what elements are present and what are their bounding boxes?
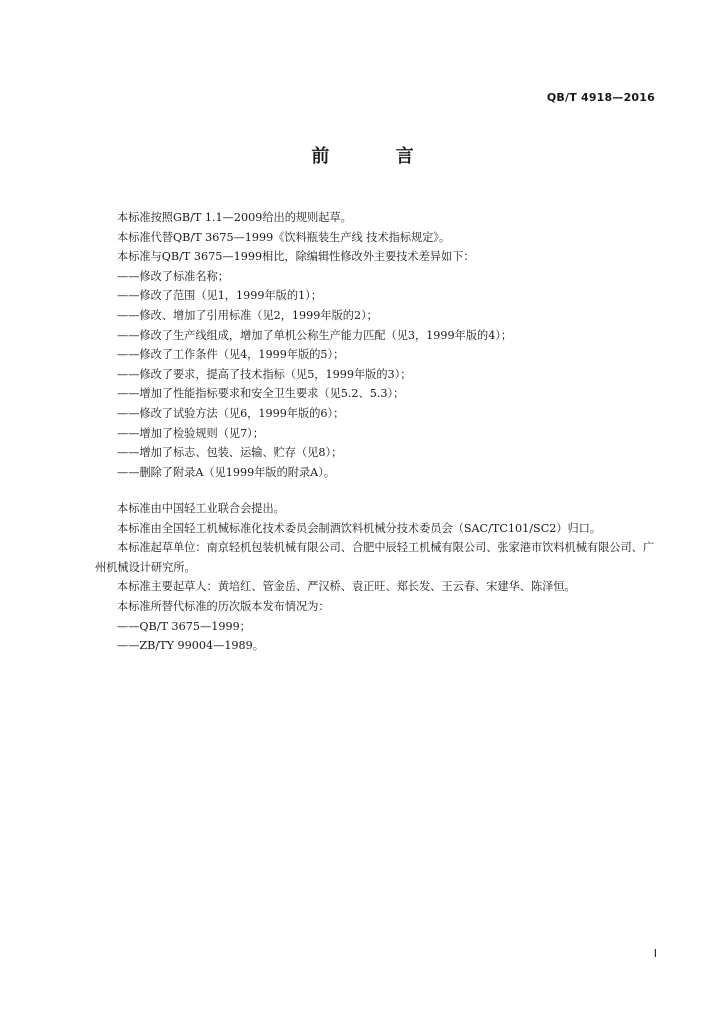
intro-line-differences: 本标准与QB/T 3675—1999相比，除编辑性修改外主要技术差异如下： — [117, 250, 475, 264]
history-item: ——ZB/TY 99004—1989。 — [117, 639, 264, 653]
drafters-line: 本标准主要起草人：黄培红、管金岳、严汉桥、袁正旺、郑长发、王云春、宋建华、陈泽恒。 — [117, 580, 576, 594]
change-item: ——修改了试验方法（见6，1999年版的6）； — [117, 406, 345, 420]
change-item: ——修改了工作条件（见4，1999年版的5）； — [117, 348, 345, 362]
change-item: ——修改了生产线组成，增加了单机公称生产能力匹配（见3，1999年版的4）； — [117, 328, 513, 342]
change-item: ——修改了范围（见1，1999年版的1）； — [117, 289, 322, 303]
change-item: ——增加了性能指标要求和安全卫生要求（见5.2、5.3）； — [117, 387, 405, 401]
page-number: I — [653, 947, 657, 960]
change-item: ——修改了要求，提高了技术指标（见5，1999年版的3）； — [117, 367, 412, 381]
standard-code: QB/T 4918—2016 — [546, 91, 655, 104]
change-item: ——删除了附录A（见1999年版的附录A）。 — [117, 465, 336, 479]
history-intro-line: 本标准所替代标准的历次版本发布情况为： — [117, 599, 330, 613]
change-item: ——修改、增加了引用标准（见2，1999年版的2）； — [117, 308, 378, 322]
intro-line-drafting-rules: 本标准按照GB/T 1.1—2009给出的规则起草。 — [117, 211, 352, 224]
managed-by-line: 本标准由全国轻工机械标准化技术委员会制酒饮料机械分技术委员会（SAC/TC101/SC2）归口。 — [117, 521, 602, 535]
foreword-info-section — [95, 499, 665, 656]
intro-line-replaces: 本标准代替QB/T 3675—1999《饮料瓶装生产线 技术指标规定》。 — [117, 230, 451, 244]
change-item: ——增加了标志、包装、运输、贮存（见8）； — [117, 446, 343, 460]
change-item: ——增加了检验规则（见7）； — [117, 426, 264, 440]
page-title: 前 言 — [311, 146, 444, 167]
proposed-by-line: 本标准由中国轻工业联合会提出。 — [117, 502, 285, 515]
drafting-units-paragraph: 本标准起草单位：南京轻机包装机械有限公司、合肥中辰轻工机械有限公司、张家港市饮料机械有限公司、广州机械设计研究所。 — [95, 541, 655, 574]
history-item: ——QB/T 3675—1999； — [117, 619, 251, 633]
foreword-changes-section — [95, 208, 665, 482]
change-item: ——修改了标准名称； — [117, 269, 229, 283]
